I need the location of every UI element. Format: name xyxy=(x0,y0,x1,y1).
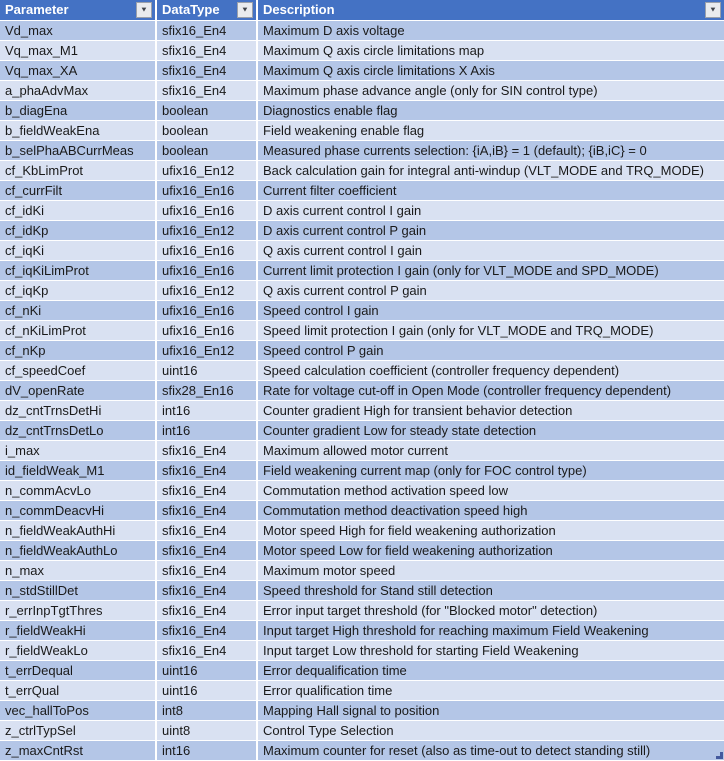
parameter-cell[interactable]: cf_speedCoef xyxy=(0,361,157,381)
datatype-cell[interactable]: ufix16_En16 xyxy=(157,321,258,341)
table-row xyxy=(0,201,724,221)
description-cell[interactable]: Input target Low threshold for starting Field Weakening xyxy=(258,641,724,661)
filter-button-description[interactable] xyxy=(705,2,721,18)
table-row xyxy=(0,521,724,541)
parameter-cell[interactable]: cf_iqKiLimProt xyxy=(0,261,157,281)
datatype-cell[interactable]: sfix16_En4 xyxy=(157,61,258,81)
parameter-cell[interactable]: dV_openRate xyxy=(0,381,157,401)
datatype-cell[interactable]: ufix16_En12 xyxy=(157,281,258,301)
table-header-row xyxy=(0,0,724,21)
datatype-cell[interactable]: ufix16_En12 xyxy=(157,161,258,181)
datatype-cell[interactable]: sfix16_En4 xyxy=(157,561,258,581)
header-label-description: Description xyxy=(263,2,335,17)
table-body xyxy=(0,21,724,761)
header-cell-datatype[interactable] xyxy=(157,0,258,21)
datatype-cell[interactable]: int16 xyxy=(157,401,258,421)
description-cell[interactable]: Current limit protection I gain (only for VLT_MODE and SPD_MODE) xyxy=(258,261,724,281)
filter-dropdown-icon: ▼ xyxy=(140,5,148,14)
parameter-cell[interactable]: Vq_max_XA xyxy=(0,61,157,81)
description-cell[interactable]: Back calculation gain for integral anti-windup (VLT_MODE and TRQ_MODE) xyxy=(258,161,724,181)
table-row xyxy=(0,541,724,561)
description-cell[interactable]: Maximum Q axis circle limitations X Axis xyxy=(258,61,724,81)
datatype-cell[interactable]: sfix16_En4 xyxy=(157,641,258,661)
description-cell[interactable]: Control Type Selection xyxy=(258,721,724,741)
table-row xyxy=(0,101,724,121)
description-cell[interactable]: Counter gradient High for transient behavior detection xyxy=(258,401,724,421)
table-row xyxy=(0,661,724,681)
parameter-cell[interactable]: z_maxCntRst xyxy=(0,741,157,761)
table-row xyxy=(0,481,724,501)
parameter-cell[interactable]: n_stdStillDet xyxy=(0,581,157,601)
parameter-cell[interactable]: b_selPhaABCurrMeas xyxy=(0,141,157,161)
description-cell[interactable]: Maximum D axis voltage xyxy=(258,21,724,41)
table-row xyxy=(0,561,724,581)
header-cell-parameter[interactable] xyxy=(0,0,157,21)
datatype-cell[interactable]: int16 xyxy=(157,421,258,441)
table-row xyxy=(0,441,724,461)
table-row xyxy=(0,701,724,721)
datatype-cell[interactable]: ufix16_En12 xyxy=(157,341,258,361)
parameter-cell[interactable]: cf_iqKp xyxy=(0,281,157,301)
table-row xyxy=(0,261,724,281)
datatype-cell[interactable]: boolean xyxy=(157,101,258,121)
table-row xyxy=(0,141,724,161)
parameter-cell[interactable]: vec_hallToPos xyxy=(0,701,157,721)
datatype-cell[interactable]: int8 xyxy=(157,701,258,721)
parameter-cell[interactable]: n_fieldWeakAuthLo xyxy=(0,541,157,561)
table-row xyxy=(0,241,724,261)
datatype-cell[interactable]: sfix16_En4 xyxy=(157,481,258,501)
parameter-cell[interactable]: r_fieldWeakHi xyxy=(0,621,157,641)
datatype-cell[interactable]: uint16 xyxy=(157,661,258,681)
parameter-cell[interactable]: cf_currFilt xyxy=(0,181,157,201)
table-row xyxy=(0,501,724,521)
parameter-cell[interactable]: i_max xyxy=(0,441,157,461)
table-row xyxy=(0,421,724,441)
datatype-cell[interactable]: sfix16_En4 xyxy=(157,81,258,101)
datatype-cell[interactable]: uint16 xyxy=(157,681,258,701)
description-cell[interactable]: Mapping Hall signal to position xyxy=(258,701,724,721)
parameter-cell[interactable]: cf_idKp xyxy=(0,221,157,241)
parameter-cell[interactable]: cf_nKp xyxy=(0,341,157,361)
table-row xyxy=(0,581,724,601)
table-row xyxy=(0,641,724,661)
description-cell[interactable]: Speed control P gain xyxy=(258,341,724,361)
table-row xyxy=(0,121,724,141)
parameter-cell[interactable]: dz_cntTrnsDetHi xyxy=(0,401,157,421)
table-row xyxy=(0,161,724,181)
description-cell[interactable]: Q axis current control I gain xyxy=(258,241,724,261)
parameter-cell[interactable]: z_ctrlTypSel xyxy=(0,721,157,741)
datatype-cell[interactable]: sfix16_En4 xyxy=(157,501,258,521)
filter-button-parameter[interactable] xyxy=(136,2,152,18)
datatype-cell[interactable]: boolean xyxy=(157,141,258,161)
parameter-cell[interactable]: cf_iqKi xyxy=(0,241,157,261)
description-cell[interactable]: Maximum phase advance angle (only for SIN control type) xyxy=(258,81,724,101)
parameter-cell[interactable]: n_commDeacvHi xyxy=(0,501,157,521)
table-row xyxy=(0,81,724,101)
filter-button-datatype[interactable] xyxy=(237,2,253,18)
datatype-cell[interactable]: sfix16_En4 xyxy=(157,461,258,481)
parameter-cell[interactable]: n_max xyxy=(0,561,157,581)
filter-dropdown-icon: ▼ xyxy=(241,5,249,14)
table-row xyxy=(0,21,724,41)
table-row xyxy=(0,621,724,641)
description-cell[interactable]: Speed control I gain xyxy=(258,301,724,321)
table-resize-handle[interactable] xyxy=(716,752,723,759)
table-row xyxy=(0,741,724,761)
description-cell[interactable]: Motor speed High for field weakening authorization xyxy=(258,521,724,541)
table-row xyxy=(0,41,724,61)
table-row xyxy=(0,721,724,741)
table-row xyxy=(0,181,724,201)
description-cell[interactable]: Current filter coefficient xyxy=(258,181,724,201)
datatype-cell[interactable]: ufix16_En12 xyxy=(157,221,258,241)
table-row xyxy=(0,401,724,421)
description-cell[interactable]: Commutation method deactivation speed high xyxy=(258,501,724,521)
datatype-cell[interactable]: sfix28_En16 xyxy=(157,381,258,401)
parameter-cell[interactable]: dz_cntTrnsDetLo xyxy=(0,421,157,441)
datatype-cell[interactable]: sfix16_En4 xyxy=(157,601,258,621)
parameter-cell[interactable]: r_fieldWeakLo xyxy=(0,641,157,661)
description-cell[interactable]: Maximum allowed motor current xyxy=(258,441,724,461)
description-cell[interactable]: Speed threshold for Stand still detection xyxy=(258,581,724,601)
description-cell[interactable]: Rate for voltage cut-off in Open Mode (controller frequency dependent) xyxy=(258,381,724,401)
description-cell[interactable]: Error qualification time xyxy=(258,681,724,701)
parameter-cell[interactable]: n_commAcvLo xyxy=(0,481,157,501)
table-row xyxy=(0,361,724,381)
description-cell[interactable]: D axis current control I gain xyxy=(258,201,724,221)
datatype-cell[interactable]: ufix16_En16 xyxy=(157,201,258,221)
description-cell[interactable]: Error input target threshold (for "Blocked motor" detection) xyxy=(258,601,724,621)
header-label-parameter: Parameter xyxy=(5,2,69,17)
description-cell[interactable]: Field weakening current map (only for FOC control type) xyxy=(258,461,724,481)
filter-dropdown-icon: ▼ xyxy=(709,5,717,14)
parameter-cell[interactable]: id_fieldWeak_M1 xyxy=(0,461,157,481)
description-cell[interactable]: Q axis current control P gain xyxy=(258,281,724,301)
description-cell[interactable]: Diagnostics enable flag xyxy=(258,101,724,121)
description-cell[interactable]: Speed calculation coefficient (controller frequency dependent) xyxy=(258,361,724,381)
parameter-cell[interactable]: cf_KbLimProt xyxy=(0,161,157,181)
datatype-cell[interactable]: sfix16_En4 xyxy=(157,581,258,601)
datatype-cell[interactable]: sfix16_En4 xyxy=(157,521,258,541)
description-cell[interactable]: Maximum Q axis circle limitations map xyxy=(258,41,724,61)
description-cell[interactable]: D axis current control P gain xyxy=(258,221,724,241)
description-cell[interactable]: Speed limit protection I gain (only for VLT_MODE and TRQ_MODE) xyxy=(258,321,724,341)
parameter-cell[interactable]: cf_nKi xyxy=(0,301,157,321)
description-cell[interactable]: Motor speed Low for field weakening authorization xyxy=(258,541,724,561)
parameter-cell[interactable]: cf_nKiLimProt xyxy=(0,321,157,341)
description-cell[interactable]: Commutation method activation speed low xyxy=(258,481,724,501)
datatype-cell[interactable]: int16 xyxy=(157,741,258,761)
datatype-cell[interactable]: ufix16_En16 xyxy=(157,261,258,281)
description-cell[interactable]: Measured phase currents selection: {iA,iB} = 1 (default); {iB,iC} = 0 xyxy=(258,141,724,161)
datatype-cell[interactable]: sfix16_En4 xyxy=(157,621,258,641)
description-cell[interactable]: Input target High threshold for reaching maximum Field Weakening xyxy=(258,621,724,641)
description-cell[interactable]: Counter gradient Low for steady state detection xyxy=(258,421,724,441)
table-row xyxy=(0,221,724,241)
datatype-cell[interactable]: uint8 xyxy=(157,721,258,741)
table-row xyxy=(0,601,724,621)
parameter-cell[interactable]: Vd_max xyxy=(0,21,157,41)
datatype-cell[interactable]: sfix16_En4 xyxy=(157,21,258,41)
parameter-cell[interactable]: r_errInpTgtThres xyxy=(0,601,157,621)
parameter-cell[interactable]: t_errDequal xyxy=(0,661,157,681)
header-cell-description[interactable] xyxy=(258,0,724,21)
parameter-cell[interactable]: b_fieldWeakEna xyxy=(0,121,157,141)
parameter-cell[interactable]: n_fieldWeakAuthHi xyxy=(0,521,157,541)
datatype-cell[interactable]: uint16 xyxy=(157,361,258,381)
table-row xyxy=(0,461,724,481)
datatype-cell[interactable]: boolean xyxy=(157,121,258,141)
parameter-cell[interactable]: cf_idKi xyxy=(0,201,157,221)
description-cell[interactable]: Maximum motor speed xyxy=(258,561,724,581)
description-cell[interactable]: Maximum counter for reset (also as time-out to detect standing still) xyxy=(258,741,724,761)
header-label-datatype: DataType xyxy=(162,2,220,17)
table-row xyxy=(0,61,724,81)
table-row xyxy=(0,381,724,401)
parameter-cell[interactable]: t_errQual xyxy=(0,681,157,701)
table-row xyxy=(0,281,724,301)
table-row xyxy=(0,681,724,701)
parameter-cell[interactable]: b_diagEna xyxy=(0,101,157,121)
parameter-cell[interactable]: Vq_max_M1 xyxy=(0,41,157,61)
datatype-cell[interactable]: ufix16_En16 xyxy=(157,181,258,201)
datatype-cell[interactable]: ufix16_En16 xyxy=(157,301,258,321)
table-row xyxy=(0,321,724,341)
table-row xyxy=(0,341,724,361)
table-row xyxy=(0,301,724,321)
datatype-cell[interactable]: ufix16_En16 xyxy=(157,241,258,261)
parameter-cell[interactable]: a_phaAdvMax xyxy=(0,81,157,101)
description-cell[interactable]: Field weakening enable flag xyxy=(258,121,724,141)
datatype-cell[interactable]: sfix16_En4 xyxy=(157,541,258,561)
description-cell[interactable]: Error dequalification time xyxy=(258,661,724,681)
datatype-cell[interactable]: sfix16_En4 xyxy=(157,441,258,461)
datatype-cell[interactable]: sfix16_En4 xyxy=(157,41,258,61)
